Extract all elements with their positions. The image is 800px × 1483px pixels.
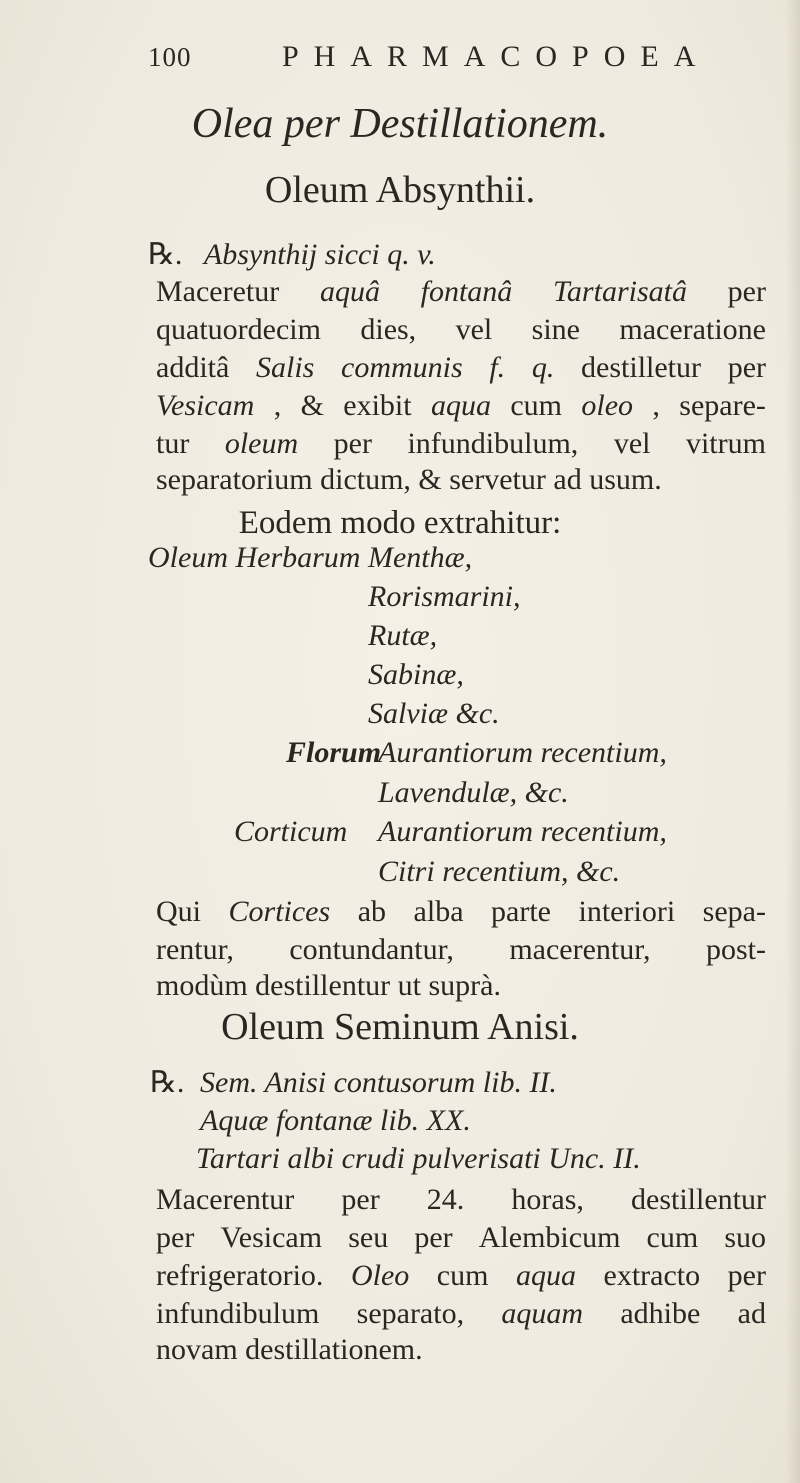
text-line: [156, 351, 766, 385]
text-fragment: modùm destillentur ut suprà.: [156, 969, 501, 1002]
word: parte: [491, 895, 551, 928]
word: maceratione: [619, 313, 766, 346]
word: tur: [156, 427, 190, 460]
word: ,: [652, 389, 660, 422]
list-item: Aurantiorum recentium,: [378, 815, 667, 848]
word: Tartarisatâ: [553, 275, 687, 308]
word: Vesicam: [156, 389, 255, 422]
list-item: Rorismarini,: [368, 580, 521, 613]
text-line: [156, 1259, 766, 1293]
word: 24.: [426, 1183, 465, 1216]
word: aqua: [430, 389, 491, 422]
word: aquam: [501, 1297, 584, 1330]
recipe-symbol-anisi: ℞.: [150, 1066, 185, 1099]
word: per: [727, 351, 766, 384]
list-item: Sem. Anisi contusorum lib. II.: [200, 1066, 557, 1099]
word: oleo: [581, 389, 634, 422]
word: separato,: [356, 1297, 465, 1330]
word: quatuordecim: [156, 313, 321, 346]
list-item: Lavendulæ, &c.: [378, 776, 569, 809]
text-line: [156, 275, 766, 309]
heading-oleum-absynthii: Oleum Absynthii.: [264, 169, 536, 211]
word: vitrum: [685, 427, 766, 460]
word: horas,: [511, 1183, 584, 1216]
page-edge-shadow: [786, 0, 800, 1483]
word: aqua: [515, 1259, 576, 1292]
word: Macerentur: [156, 1183, 295, 1216]
text-line: [156, 971, 501, 1001]
word: macerentur,: [509, 933, 651, 966]
label-corticum: Corticum: [234, 815, 348, 848]
word: ab: [357, 895, 387, 928]
ingredient-absynthii: Absynthij sicci q. v.: [203, 238, 436, 271]
word: contundantur,: [289, 933, 454, 966]
recipe-line-absynthii: [148, 240, 436, 270]
list-item: Menthæ,: [368, 541, 473, 574]
word: vel: [613, 427, 651, 460]
word: Alembicum: [478, 1221, 621, 1254]
word: infundibulum: [156, 1297, 320, 1330]
list-item: Aquæ fontanæ lib. XX.: [200, 1104, 471, 1137]
word: &: [300, 389, 324, 422]
word: cum: [436, 1259, 489, 1292]
text-line: [156, 427, 766, 461]
word: infundibulum,: [407, 427, 579, 460]
list-item: Rutæ,: [368, 619, 438, 652]
label-florum: Florum: [286, 736, 382, 769]
word: cum: [510, 389, 563, 422]
word: extracto: [603, 1259, 701, 1292]
word: vel: [455, 313, 493, 346]
text-line: [156, 1335, 423, 1365]
text-line: [156, 895, 766, 929]
word: separe-: [679, 389, 766, 422]
page-header: [0, 42, 800, 82]
word: per: [727, 1259, 766, 1292]
word: aquâ: [319, 275, 380, 308]
running-title: PHARMACOPOEA: [282, 40, 711, 73]
word: ad: [737, 1297, 766, 1330]
word: f.: [489, 351, 506, 384]
text-line: [156, 1297, 766, 1331]
text-line: [156, 933, 766, 967]
list-item: Tartari albi crudi pulverisati Unc. II.: [196, 1142, 641, 1175]
eodem-line: Eodem modo extrahitur:: [238, 505, 562, 541]
word: Oleo: [350, 1259, 410, 1292]
word: Salis: [255, 351, 315, 384]
text-line: [156, 389, 766, 423]
word: Maceretur: [156, 275, 280, 308]
word: dies,: [360, 313, 417, 346]
section-title: Olea per Destillationem.: [191, 101, 609, 147]
list-item: Aurantiorum recentium,: [378, 736, 667, 769]
text-line: [156, 1221, 766, 1255]
recipe-symbol: ℞.: [148, 238, 183, 271]
word: suo: [724, 1221, 766, 1254]
word: interiori: [578, 895, 676, 928]
list-item: Sabinæ,: [368, 658, 464, 691]
word: destillentur: [631, 1183, 766, 1216]
word: adhibe: [620, 1297, 701, 1330]
word: per: [341, 1183, 380, 1216]
word: per: [156, 1221, 195, 1254]
label-oleum-herbarum: Oleum Herbarum: [148, 541, 361, 574]
word: oleum: [224, 427, 299, 460]
word: per: [727, 275, 766, 308]
word: per: [414, 1221, 453, 1254]
word: alba: [413, 895, 464, 928]
list-item: Salviæ &c.: [368, 697, 500, 730]
word: cum: [646, 1221, 699, 1254]
word: per: [333, 427, 372, 460]
word: Cortices: [228, 895, 331, 928]
text-fragment: novam destillationem.: [156, 1333, 423, 1366]
word: post-: [705, 933, 766, 966]
word: seu: [348, 1221, 389, 1254]
page-number: 100: [148, 42, 192, 72]
word: refrigeratorio.: [156, 1259, 324, 1292]
word: fontanâ: [420, 275, 513, 308]
word: sepa-: [702, 895, 766, 928]
word: sine: [531, 313, 580, 346]
word: communis: [341, 351, 463, 384]
word: exibit: [343, 389, 412, 422]
word: Qui: [156, 895, 201, 928]
text-line: [156, 313, 766, 347]
text-fragment: separatorium dictum, & servetur ad usum.: [156, 463, 662, 496]
word: rentur,: [156, 933, 234, 966]
heading-oleum-anisi: Oleum Seminum Anisi.: [221, 1006, 579, 1048]
text-line: [156, 465, 662, 495]
word: additâ: [156, 351, 230, 384]
word: q.: [531, 351, 555, 384]
word: ,: [273, 389, 282, 422]
list-item: Citri recentium, &c.: [378, 855, 621, 888]
word: destilletur: [581, 351, 702, 384]
text-line: [156, 1183, 766, 1217]
word: Vesicam: [220, 1221, 323, 1254]
